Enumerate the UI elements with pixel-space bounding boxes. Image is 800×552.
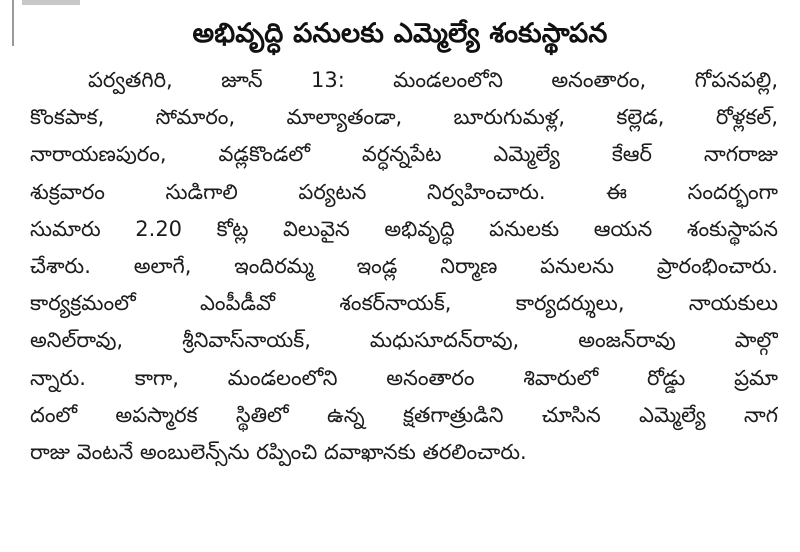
article-line-4: శుక్రవారం సుడిగాలి పర్యటన నిర్వహించారు. ఈ సందర్భంగా [30, 179, 778, 204]
article-line-8: అనిల్‌రావు, శ్రీనివాస్‌నాయక్, మధుసూదన్‌రావు, అంజన్‌రావు పాల్గొ [30, 328, 778, 353]
article-line-7: కార్యక్రమంలో ఎంపీడీవో శంకర్‌నాయక్, కార్యదర్శులు, నాయకులు [30, 291, 778, 316]
article-line-5: సుమారు 2.20 కోట్ల విలువైన అభివృద్ధి పనులకు ఆయన శంకుస్థాపన [30, 216, 778, 241]
article-line-3: నారాయణపురం, వడ్లకొండలో వర్ధన్నపేట ఎమ్మెల్యే కేఆర్ నాగరాజు [30, 142, 778, 167]
article-headline: అభివృద్ధి పనులకు ఎమ్మెల్యే శంకుస్థాపన [192, 18, 608, 49]
article-line-1: పర్వతగిరి, జూన్ 13: మండలంలోని అనంతారం, గోపనపల్లి, [88, 68, 778, 92]
article-line-11: రాజు వెంటనే అంబులెన్స్‌ను రప్పించి దవాఖానకు తరలించారు. [30, 439, 527, 464]
article-body [30, 62, 778, 471]
article-line-6: చేశారు. అలాగే, ఇందిరమ్మ ఇండ్ల నిర్మాణ పనులను ప్రారంభించారు. [30, 253, 778, 278]
article-line-10: దంలో అపస్మారక స్థితిలో ఉన్న క్షతగాత్రుడిని చూసిన ఎమ్మెల్యే నాగ [30, 402, 778, 427]
clipping-top-strip [22, 0, 80, 5]
article-line-9: న్నారు. కాగా, మండలంలోని అనంతారం శివారులో రోడ్డు ప్రమా [30, 365, 778, 390]
article-line-2: కొంకపాక, సోమారం, మాల్యాతండా, బూరుగుమళ్ల, కల్లెడ, రోళ్లకల్, [30, 105, 778, 130]
